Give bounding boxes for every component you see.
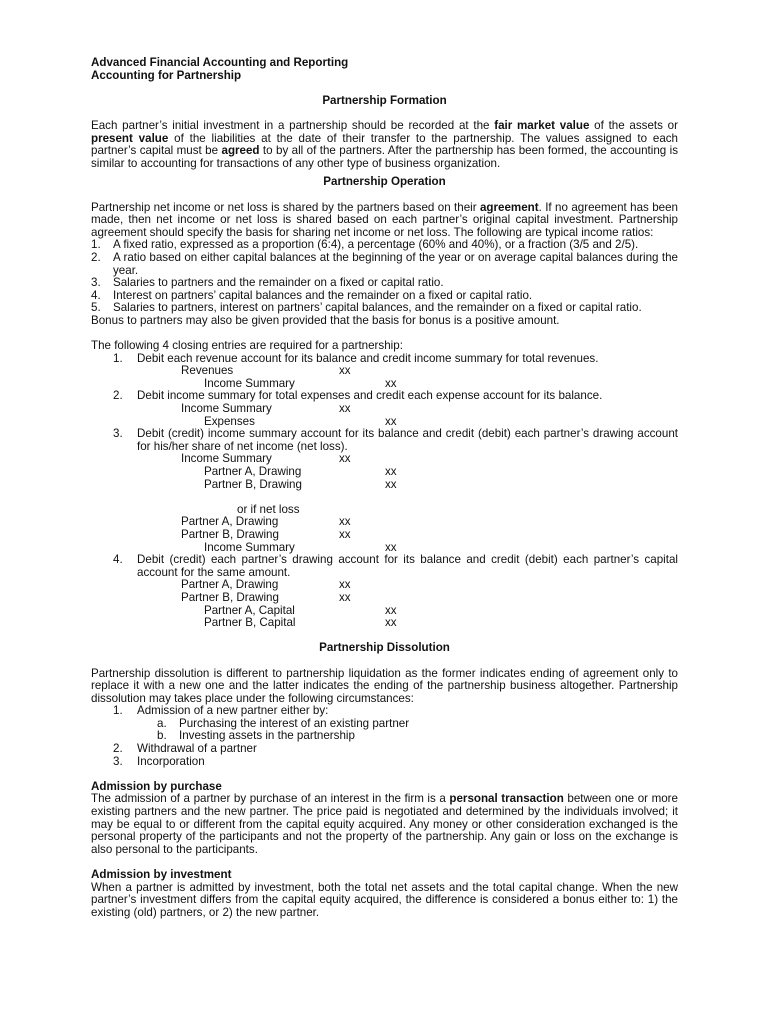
list-item: 5. Salaries to partners, interest on partners’ capital balances, and the remainder on a fixed or capital ratio.	[91, 301, 642, 315]
dissolution-circumstances	[91, 705, 678, 768]
journal-line: Partner B, Drawing xx	[181, 590, 351, 604]
section-title-operation: Partnership Operation	[323, 175, 446, 189]
list-item: a. Purchasing the interest of an existing partner	[157, 716, 410, 730]
operation-paragraph: Partnership net income or net loss is shared by the partners based on their agreement. If no agreement has been made, then net income or net loss is shared based on each partner’s original capital investment. Partnership agreement should specify the basis for sharing net income or net loss. The following are typical income ratios:	[91, 200, 679, 239]
income-ratio-list	[91, 239, 678, 315]
purchase-paragraph: The admission of a partner by purchase of an interest in the firm is a personal transaction between one or more existing partners and the new partner. The price paid is negotiated and determined by the individuals involved; it may be equal to or different from the capital equity acquired. Any money or other consideration exchanged is the personal property of the participants and not the property of the partnership. Any gain or loss on the exchange is also personal to the participants.	[91, 792, 678, 856]
list-item: b. Investing assets in the partnership	[157, 729, 355, 743]
closing-entry-2: 2. Debit income summary for total expenses and credit each expense account for its balance.	[113, 389, 603, 403]
journal-line: Partner B, Capital xx	[204, 616, 397, 630]
section-title-formation: Partnership Formation	[322, 93, 447, 107]
section-title-dissolution: Partnership Dissolution	[319, 641, 450, 655]
closing-entry-1: 1. Debit each revenue account for its balance and credit income summary for total revenues.	[113, 351, 599, 365]
list-item: 2. A ratio based on either capital balances at the beginning of the year or on average capital balances during the year.	[91, 250, 678, 277]
subheading-admission-investment: Admission by investment	[91, 868, 232, 881]
journal-line: Partner B, Drawing xx	[181, 527, 351, 541]
chapter-title: Accounting for Partnership	[91, 68, 242, 82]
journal-line: or if net loss	[237, 502, 300, 516]
journal-line: Income Summary xx	[181, 452, 351, 466]
list-item: 3. Salaries to partners and the remainder on a fixed or capital ratio.	[91, 276, 444, 290]
journal-line: Expenses xx	[204, 414, 397, 428]
journal-line: Partner A, Drawing xx	[204, 465, 397, 478]
list-item: 2. Withdrawal of a partner	[113, 742, 257, 756]
closing-entry-3: 3. Debit (credit) income summary account for its balance and credit (debit) each partner’s drawing account for his/her share of net income (net loss).	[113, 427, 678, 453]
closing-entry-4: 4. Debit (credit) each partner’s drawing account for its balance and credit (debit) each partner’s capital account for the same amount.	[113, 553, 678, 579]
closing-entries	[91, 353, 678, 630]
closing-entries-intro: The following 4 closing entries are required for a partnership:	[91, 339, 403, 353]
list-item: 1. Admission of a new partner either by:	[113, 704, 329, 718]
investment-paragraph: When a partner is admitted by investment, both the total net assets and the total capital change. When the new partner’s investment differs from the capital equity acquired, the difference is considered a bonus either to: 1) the existing (old) partners, or 2) the new partner.	[91, 880, 678, 919]
journal-line: Partner A, Drawing xx	[181, 515, 351, 529]
dissolution-paragraph: Partnership dissolution is different to partnership liquidation as the former indicates ending of agreement only to replace it with a new one and the latter indicates the ending of the partnership business altogether. Partnership dissolution may takes place under the following circumstances:	[91, 666, 678, 705]
bonus-note: Bonus to partners may also be given provided that the basis for bonus is a positive amount.	[91, 313, 560, 327]
journal-line: Partner A, Capital xx	[204, 603, 397, 617]
list-item: 4. Interest on partners’ capital balances and the remainder on a fixed or capital ratio.	[91, 288, 533, 302]
list-item: 3. Incorporation	[113, 754, 205, 768]
subheading-admission-purchase: Admission by purchase	[91, 779, 222, 793]
course-title: Advanced Financial Accounting and Reporting	[91, 56, 349, 69]
journal-line: Revenues xx	[181, 364, 351, 378]
journal-line: Partner B, Drawing xx	[204, 477, 397, 491]
journal-line: Income Summary xx	[181, 402, 351, 416]
formation-paragraph: Each partner’s initial investment in a partnership should be recorded at the fair market value of the assets or present value of the liabilities at the date of their transfer to the partnership. The values assigned to each partner’s capital must be agreed to by all of the partners. After the partnership has been formed, the accounting is similar to accounting for transactions of any other type of business organization.	[91, 118, 679, 170]
journal-line: Partner A, Drawing xx	[181, 578, 351, 592]
journal-line: Income Summary xx	[204, 540, 397, 554]
journal-line: Income Summary xx	[204, 376, 397, 390]
list-item: 1. A fixed ratio, expressed as a proportion (6:4), a percentage (60% and 40%), or a fraction (3/5 and 2/5).	[91, 238, 639, 252]
